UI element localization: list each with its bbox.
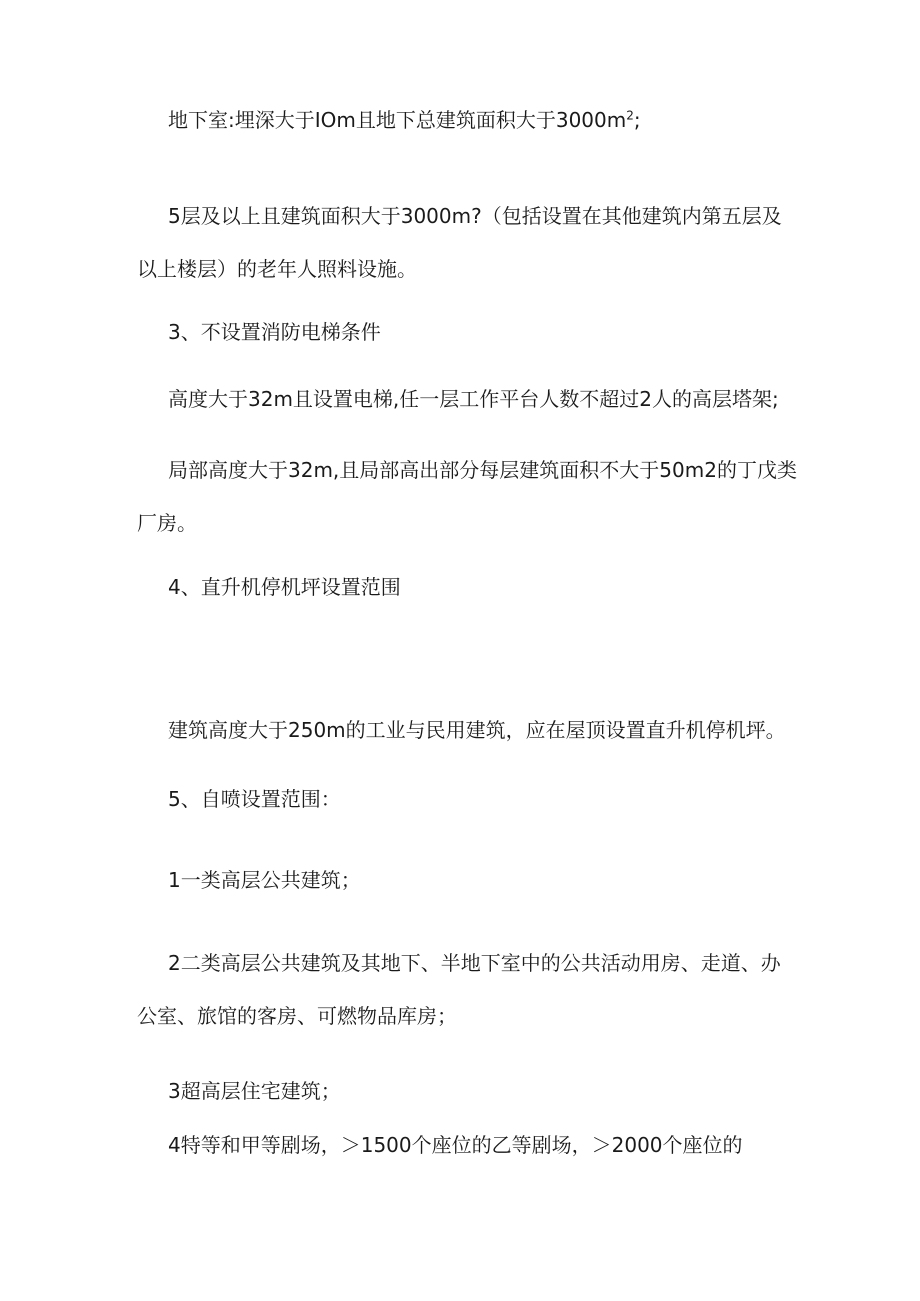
list-item-sprinkler-1: 1一类高层公共建筑； <box>168 868 361 892</box>
paragraph-high-rise-tower: 高度大于32m且设置电梯,任一层工作平台人数不超过2人的高层塔架; <box>168 387 779 411</box>
list-item-sprinkler-2: 2二类高层公共建筑及其地下、半地下室中的公共活动用房、走道、办公室、旅馆的客房、可燃物品库房； <box>137 951 781 1028</box>
superscript: 2 <box>626 108 634 123</box>
heading-helipad-scope: 4、直升机停机坪设置范围 <box>168 575 401 599</box>
paragraph-elderly-care-facility: 5层及以上且建筑面积大于3000m?（包括设置在其他建筑内第五层及以上楼层）的老年人照料设施。 <box>137 204 782 281</box>
list-item-sprinkler-4: 4特等和甲等剧场，＞1500个座位的乙等剧场，＞2000个座位的 <box>168 1133 743 1157</box>
heading-sprinkler-scope: 5、自喷设置范围： <box>168 787 341 811</box>
paragraph-tail: ; <box>633 108 641 132</box>
paragraph-basement-condition <box>137 94 797 147</box>
paragraph-text: 地下室:埋深大于IOm且地下总建筑面积大于3000m <box>168 108 627 132</box>
paragraph-helipad-requirement: 建筑高度大于250m的工业与民用建筑，应在屋顶设置直升机停机坪。 <box>168 718 786 742</box>
list-item-sprinkler-3: 3超高层住宅建筑； <box>168 1079 341 1103</box>
heading-no-fire-elevator-conditions: 3、不设置消防电梯条件 <box>168 320 381 344</box>
paragraph-partial-height-factory: 局部高度大于32m,且局部高出部分每层建筑面积不大于50m2的丁戊类厂房。 <box>137 458 797 535</box>
